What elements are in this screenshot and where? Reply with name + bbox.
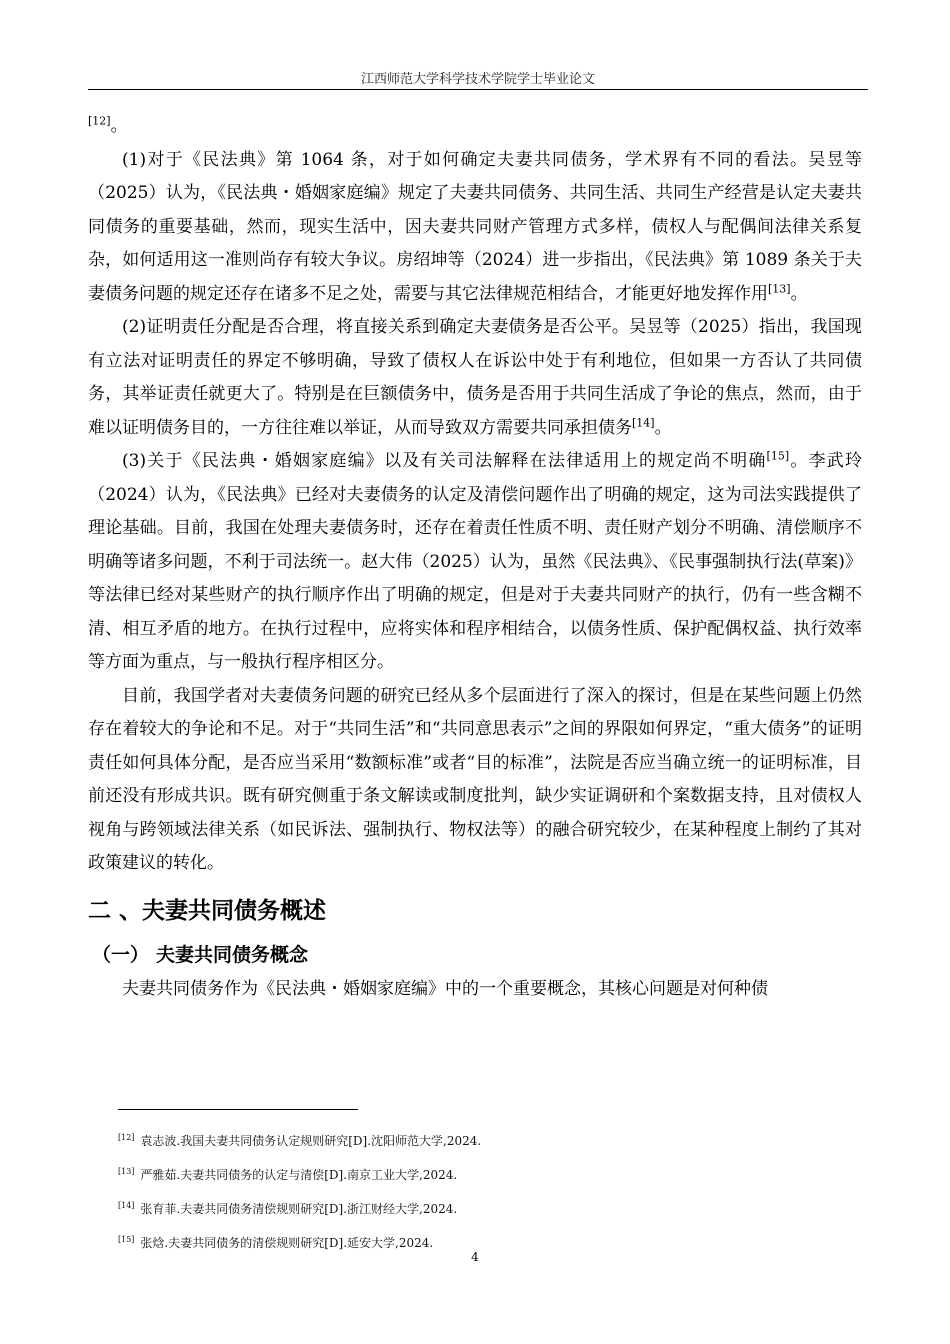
- footnote: [118, 1124, 858, 1158]
- paragraph-text: 夫妻共同债务作为《民法典・婚姻家庭编》中的一个重要概念，其核心问题是对何种债: [122, 978, 768, 999]
- citation-mark: [14]: [632, 415, 655, 429]
- header-rule: [88, 89, 868, 90]
- paragraph-1: [88, 144, 862, 312]
- section-heading: 二 、夫妻共同债务概述: [88, 897, 327, 924]
- subsection-title: 夫妻共同债务概念: [156, 943, 309, 966]
- paragraph-2: [88, 311, 862, 445]
- paragraph-4: [88, 680, 862, 881]
- footnote-mark: [13]: [118, 1167, 135, 1176]
- citation-mark: [15]: [766, 449, 790, 463]
- page-header: 江西师范大学科学技术学院学士毕业论文: [360, 72, 595, 87]
- footnote: [118, 1158, 858, 1192]
- footnote: [118, 1192, 858, 1226]
- paragraph-3: [88, 445, 862, 680]
- footnote-mark: [14]: [118, 1201, 135, 1210]
- footnote-text: 严雅茹.夫妻共同债务的认定与清偿[D].南京工业大学,2024.: [140, 1168, 458, 1182]
- paragraph-tail: 。: [790, 283, 808, 304]
- footnotes: [118, 1124, 858, 1260]
- paragraph-5: [88, 973, 862, 1007]
- footnote-rule: [118, 1109, 358, 1110]
- citation-mark: [12]: [88, 114, 111, 128]
- citation-mark: [13]: [768, 281, 791, 295]
- footnote-text: 袁志波.我国夫妻共同债务认定规则研究[D].沈阳师范大学,2024.: [140, 1134, 482, 1148]
- paragraph-text: 目前，我国学者对夫妻债务问题的研究已经从多个层面进行了深入的探讨，但是在某些问题上仍然存在着较大的争论和不足。对于“共同生活”和“共同意思表示”之间的界限如何界定，“重大债务”的证明责任如何具体分配，是否应当采用“数额标准”或者“目的标准”，法院是否应当确立统一的证明标准，目前还没有形成共识。既有研究侧重于条文解读或制度批判，缺少实证调研和个案数据支持，且对债权人视角与跨领域法律关系（如民诉法、强制执行、物权法等）的融合研究较少，在某种程度上制约了其对政策建议的转化。: [88, 685, 862, 873]
- paragraph-continuation: [88, 110, 862, 144]
- body-text: [88, 110, 862, 1006]
- paragraph-tail: 。: [110, 116, 128, 136]
- footnote-mark: [15]: [118, 1235, 135, 1244]
- subsection-number: （一）: [92, 943, 150, 966]
- page-number: 4: [471, 1250, 479, 1264]
- subsection-heading: [92, 937, 862, 973]
- footnote-text: 张焓.夫妻共同债务的清偿规则研究[D].延安大学,2024.: [140, 1236, 434, 1250]
- footnote-text: 张育菲.夫妻共同债务清偿规则研究[D].浙江财经大学,2024.: [140, 1202, 458, 1216]
- footnote-mark: [12]: [118, 1133, 135, 1142]
- paragraph-tail: 。: [654, 417, 672, 438]
- paragraph-text: (2)证明责任分配是否合理，将直接关系到确定夫妻债务是否公平。吴昱等（2025）指出，我国现有立法对证明责任的界定不够明确，导致了债权人在诉讼中处于有利地位，但如果一方否认了共同债务，其举证责任就更大了。特别是在巨额债务中，债务是否用于共同生活成了争论的焦点，然而，由于难以证明债务目的，一方往往难以举证，从而导致双方需要共同承担债务: [88, 317, 862, 438]
- paragraph-text: (1)对于《民法典》第 1064 条，对于如何确定夫妻共同债务，学术界有不同的看法。吴昱等（2025）认为，《民法典・婚姻家庭编》规定了夫妻共同债务、共同生活、共同生产经营是认定夫妻共同债务的重要基础，然而，现实生活中，因夫妻共同财产管理方式多样，债权人与配偶间法律关系复杂，如何适用这一准则尚存有较大争议。房绍坤等（2024）进一步指出，《民法典》第 1089 条关于夫妻债务问题的规定还存在诸多不足之处，需要与其它法律规范相结合，才能更好地发挥作用: [88, 149, 862, 304]
- paragraph-tail: 。李武玲（2024）认为，《民法典》已经对夫妻债务的认定及清偿问题作出了明确的规定，这为司法实践提供了理论基础。目前，我国在处理夫妻债务时，还存在着责任性质不明、责任财产划分不明确、清偿顺序不明确等诸多问题，不利于司法统一。赵大伟（2025）认为，虽然《民法典》、《民事强制执行法(草案)》等法律已经对某些财产的执行顺序作出了明确的规定，但是对于夫妻共同财产的执行，仍有一些含糊不清、相互矛盾的地方。在执行过程中，应将实体和程序相结合，以债务性质、保护配偶权益、执行效率等方面为重点，与一般执行程序相区分。: [88, 451, 862, 672]
- paragraph-text: (3)关于《民法典・婚姻家庭编》以及有关司法解释在法律适用上的规定尚不明确: [122, 451, 767, 471]
